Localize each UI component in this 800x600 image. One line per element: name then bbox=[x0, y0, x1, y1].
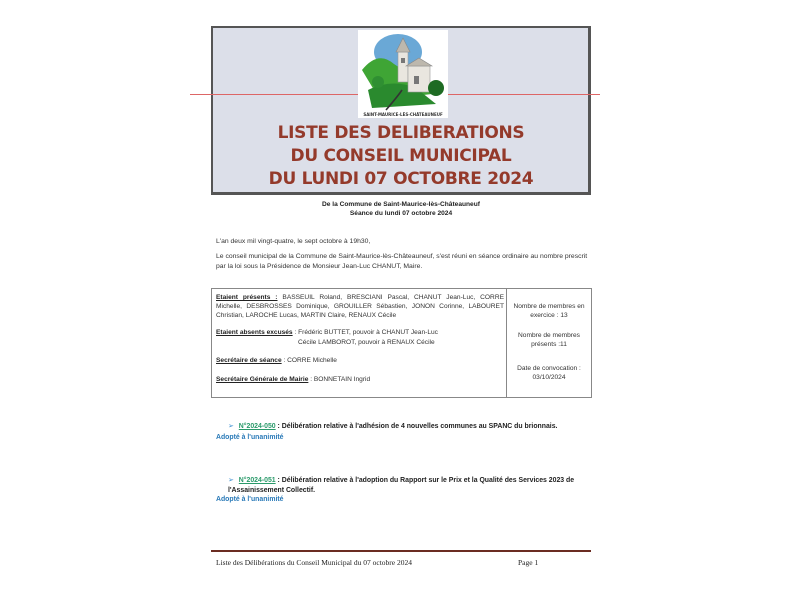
stat-convocation-label: Date de convocation : bbox=[517, 365, 581, 372]
commune-subtitle: De la Commune de Saint-Maurice-lès-Châteauneuf bbox=[322, 201, 480, 208]
secretaire-value: : CORRE Michelle bbox=[281, 357, 337, 364]
secretaire-label: Secrétaire de séance bbox=[216, 357, 282, 364]
deliberation-result: Adopté à l'unanimité bbox=[216, 496, 284, 503]
stat-convocation-date: 03/10/2024 bbox=[532, 374, 566, 381]
page-number: Page 1 bbox=[518, 558, 539, 567]
deliberation-item bbox=[228, 422, 598, 432]
commune-logo bbox=[358, 30, 448, 118]
stat-presents: Nombre de membres présents :11 bbox=[518, 332, 580, 348]
stat-exercice: Nombre de membres en exercice : 13 bbox=[513, 303, 585, 319]
title-line: DU LUNDI 07 OCTOBRE 2024 bbox=[268, 169, 534, 189]
deliberation-number[interactable]: N°2024-051 bbox=[238, 477, 276, 484]
sg-label: Secrétaire Générale de Mairie bbox=[216, 376, 309, 383]
deliberation-text: : Délibération relative à l'adhésion de 4 nouvelles communes au SPANC du brionnais. bbox=[275, 423, 558, 430]
absents-line-1: : Frédéric BUTTET, pouvoir à CHANUT Jean-Luc bbox=[292, 329, 438, 336]
sg-value: : BONNETAIN Ingrid bbox=[308, 376, 371, 383]
footer-rule bbox=[211, 550, 591, 552]
sg-block bbox=[216, 375, 504, 384]
presents-label: Etaient présents : bbox=[216, 294, 278, 301]
members-table-divider bbox=[506, 288, 507, 398]
presents-list: BASSEUIL Roland, BRESCIANI Pascal, CHANUT Jean-Luc, CORRE Michelle, DESBROSSES Dominique, GROUILLER Sébastien, JONON Corinne, LABOURET Christian, LAROCHE Lucas, MARTIN Claire, RENAUX Cécile bbox=[216, 294, 504, 319]
deliberation-number[interactable]: N°2024-050 bbox=[238, 423, 276, 430]
secretaire-block bbox=[216, 356, 504, 365]
presents-block bbox=[216, 293, 504, 320]
absents-label: Etaient absents excusés bbox=[216, 329, 293, 336]
seance-subtitle: Séance du lundi 07 octobre 2024 bbox=[349, 210, 453, 217]
absents-line-2: Cécile LAMBOROT, pouvoir à RENAUX Cécile bbox=[298, 339, 435, 346]
intro-paragraph: Le conseil municipal de la Commune de Saint-Maurice-lès-Châteauneuf, s'est réuni en séance ordinaire au nombre prescrit par la loi sous la Présidence de Monsieur Jean-Luc CHANUT, Maire. bbox=[216, 253, 588, 270]
arrow-icon: ➢ bbox=[228, 477, 234, 484]
absents-block bbox=[216, 328, 504, 337]
date-paragraph: L'an deux mil vingt-quatre, le sept octobre à 19h30, bbox=[216, 238, 371, 245]
title-line: DU CONSEIL MUNICIPAL bbox=[290, 146, 512, 166]
footer-title: Liste des Délibérations du Conseil Municipal du 07 octobre 2024 bbox=[216, 558, 413, 567]
deliberation-result: Adopté à l'unanimité bbox=[216, 434, 284, 441]
title-line: LISTE DES DELIBERATIONS bbox=[277, 123, 525, 143]
deliberation-item bbox=[228, 476, 593, 495]
logo-caption: SAINT-MAURICE-LÈS-CHÂTEAUNEUF bbox=[363, 112, 443, 117]
page-title bbox=[211, 122, 591, 191]
arrow-icon: ➢ bbox=[228, 423, 234, 430]
deliberation-text: : Délibération relative à l'adoption du Rapport sur le Prix et la Qualité des Services 2023 de l'Assainissement Collectif. bbox=[228, 477, 575, 494]
